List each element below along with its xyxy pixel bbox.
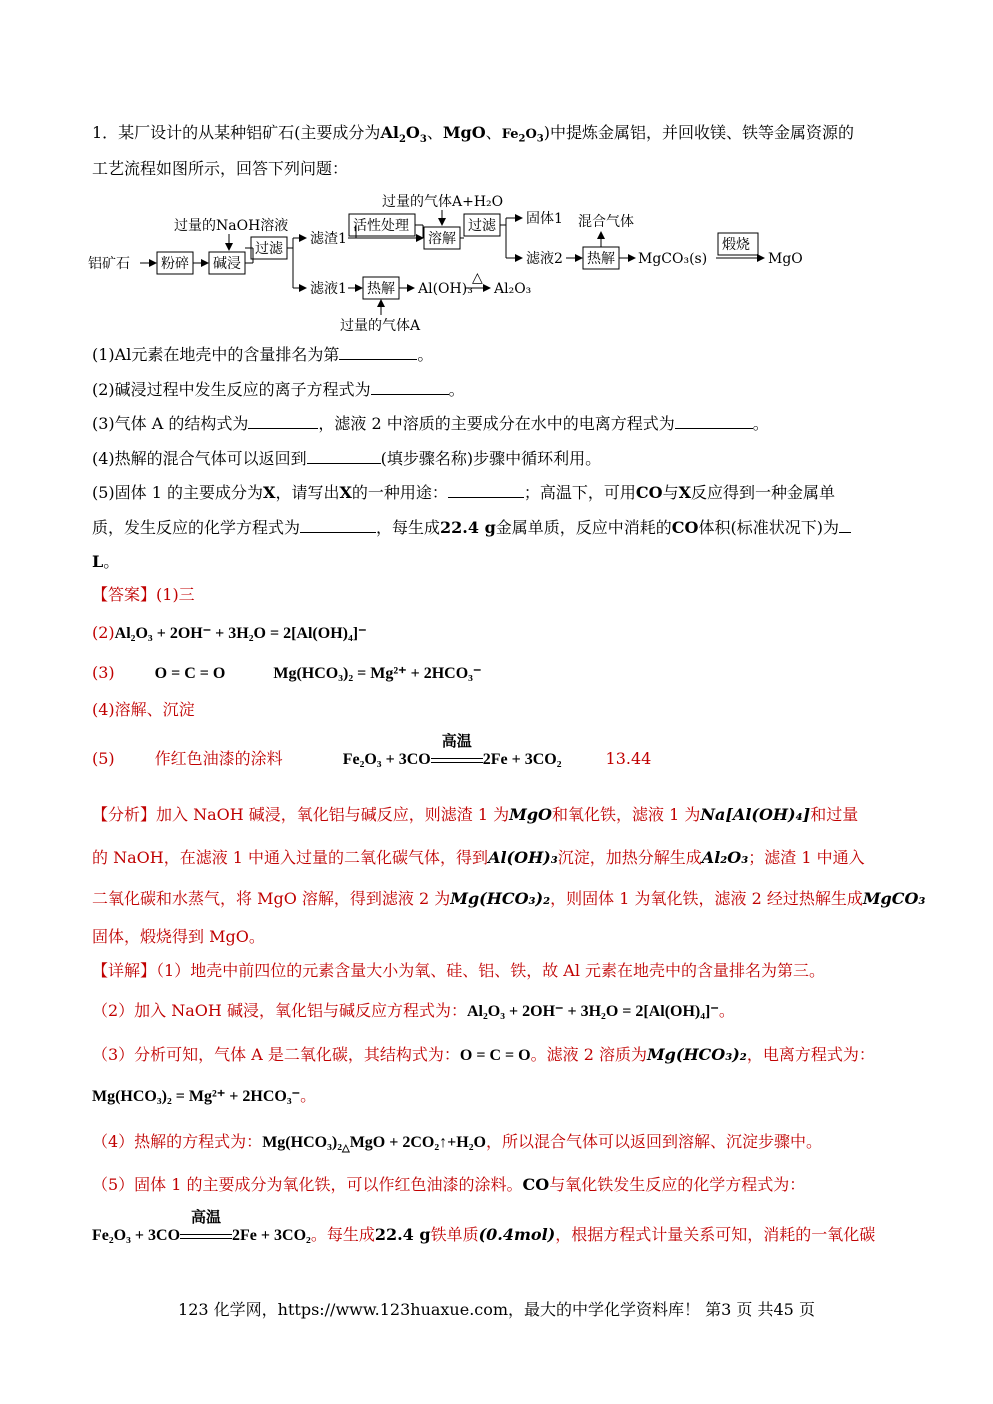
sep: 、: [485, 123, 502, 142]
question-intro-line1: [92, 120, 905, 148]
detail-line2: （2）加入 NaOH 碱浸，氧化铝与碱反应方程式为：Al₂O₃ + 2OH⁻ + 3H₂O = 2[Al(OH)₄]⁻。: [92, 1001, 735, 1020]
question-2: (2)碱浸过程中发生反应的离子方程式为 。: [92, 380, 465, 399]
flow-filter2: 过滤: [468, 218, 496, 234]
detail-line1: 【详解】（1）地壳中前四位的元素含量大小为氧、硅、铝、铁，故 Al 元素在地壳中的含量排名为第三。: [92, 961, 826, 980]
equation: O = C = O: [459, 1047, 531, 1064]
flow-calcine: 煅烧: [722, 237, 750, 253]
flow-ore: 铝矿石: [88, 256, 130, 272]
flow-mixed-gas: 混合气体: [578, 214, 634, 230]
flow-mgo: MgO: [768, 251, 803, 267]
flow-pyrolysis1: 热解: [587, 251, 615, 267]
formula-mgo: MgO: [442, 123, 486, 142]
question-5-line2: 质，发生反应的化学方程式为 ，每生成22.4 g金属单质，反应中消耗的CO体积(标准状况下)为: [92, 515, 905, 541]
answer-2: (2)Al₂O₃ + 2OH⁻ + 3H₂O = 2[Al(OH)₄]⁻: [92, 623, 367, 642]
equation: Mg(HCO₃)₂ = Mg²⁺ + 2HCO₃⁻: [273, 665, 482, 682]
question-4: (4)热解的混合气体可以返回到 (填步骤名称)步骤中循环利用。: [92, 449, 602, 468]
flow-gas-water: 过量的气体A+H₂O: [382, 194, 504, 210]
answer-4: (4)溶解、沉淀: [92, 700, 195, 719]
flow-leach: 碱浸: [213, 256, 241, 272]
question-3: (3)气体 A 的结构式为 ，滤液 2 中溶质的主要成分在水中的电离方程式为 。: [92, 414, 769, 433]
intro-text: 1．某厂设计的从某种铝矿石(主要成分为: [92, 123, 381, 142]
answer-blank: [300, 516, 376, 533]
equation: Mg(HCO₃)₂ = Mg²⁺ + 2HCO₃⁻: [92, 1088, 301, 1105]
formula-al2o3: $Al_2O_3$: [380, 123, 427, 146]
analysis-line4: 固体，煅烧得到 MgO。: [92, 927, 265, 946]
analysis-line3: 二氧化碳和水蒸气，将 MgO 溶解，得到滤液 2 为Mg(HCO₃)₂，则固体 1 为氧化铁，滤液 2 经过热解生成MgCO₃: [92, 889, 926, 908]
answer-blank: [307, 447, 381, 464]
answer-blank: [839, 516, 851, 533]
question-intro-line2: 工艺流程如图所示，回答下列问题：: [92, 159, 349, 178]
flow-filter1: 过滤: [255, 241, 283, 257]
process-flow-diagram: [88, 188, 808, 338]
detail-line3b: Mg(HCO₃)₂ = Mg²⁺ + 2HCO₃⁻。: [92, 1086, 317, 1105]
flow-activation: 活性处理: [353, 218, 409, 234]
flow-filtrate1: 滤液1: [310, 281, 347, 297]
formula-fe2o3: $Fe_2O_3$: [501, 127, 544, 145]
sep: 、: [426, 123, 443, 142]
answer-blank: [339, 343, 417, 360]
answer-3: (3) O = C = O Mg(HCO₃)₂ = Mg²⁺ + 2HCO₃⁻: [92, 663, 482, 682]
answer-blank: [448, 481, 524, 498]
page-footer: 123 化学网，https://www.123huaxue.com，最大的中学化学资料库！ 第3 页 共45 页: [178, 1300, 815, 1319]
detail-line5: （5）固体 1 的主要成分为氧化铁，可以作红色油漆的涂料。CO与氧化铁发生反应的化学方程式为：: [92, 1175, 806, 1194]
flow-dissolve: 溶解: [428, 231, 456, 247]
flow-aloh3: Al(OH)₃: [418, 281, 473, 297]
answer-1: 【答案】(1)三: [92, 585, 195, 604]
flow-delta: △: [472, 270, 483, 286]
answer-blank: [371, 378, 449, 395]
flow-mgco3: MgCO₃(s): [638, 251, 708, 267]
intro-text: )中提炼金属铝，并回收镁、铁等金属资源的: [543, 123, 854, 142]
flow-naoh: 过量的NaOH溶液: [174, 218, 289, 234]
flow-crush: 粉碎: [161, 256, 189, 272]
flow-residue1: 滤渣1: [310, 231, 347, 247]
analysis-line1: 【分析】加入 NaOH 碱浸，氧化铝与碱反应，则滤渣 1 为MgO和氧化铁，滤液 1 为Na[Al(OH)₄]和过量: [92, 805, 859, 824]
flow-solid1: 固体1: [526, 211, 563, 227]
equation: Fe₂O₃ + 3CO 高温 2Fe + 3CO₂: [342, 734, 562, 768]
flow-filtrate2: 滤液2: [526, 251, 563, 267]
answer-blank: [675, 412, 753, 429]
flow-pyrolysis2: 热解: [367, 281, 395, 297]
equation: Fe₂O₃ + 3CO 高温 2Fe + 3CO₂: [92, 1210, 311, 1244]
flow-al2o3: Al₂O₃: [494, 281, 532, 297]
question-1: (1)Al元素在地壳中的含量排名为第 。: [92, 345, 434, 364]
answer-5: (5) 作红色油漆的涂料 Fe₂O₃ + 3CO 高温 2Fe + 3CO₂ 13.44: [92, 734, 652, 768]
answer-label: 【答案】: [92, 585, 157, 604]
equation: O = C = O: [154, 665, 226, 682]
detail-line6: Fe₂O₃ + 3CO 高温 2Fe + 3CO₂。每生成22.4 g铁单质(0.4mol)，根据方程式计量关系可知，消耗的一氧化碳: [92, 1210, 876, 1244]
flow-gas-a: 过量的气体A: [340, 318, 421, 334]
analysis-line2: 的 NaOH，在滤液 1 中通入过量的二氧化碳气体，得到Al(OH)₃沉淀，加热分解生成Al₂O₃；滤渣 1 中通入: [92, 848, 865, 867]
question-5-line3: L。: [92, 552, 120, 571]
equation: Al₂O₃ + 2OH⁻ + 3H₂O = 2[Al(OH)₄]⁻: [466, 1003, 719, 1020]
question-5-line1: (5)固体 1 的主要成分为X，请写出X的一种用途： ；高温下，可用CO与X反应得到一种金属单: [92, 483, 836, 502]
detail-line3: （3）分析可知，气体 A 是二氧化碳，其结构式为：O = C = O。滤液 2 溶质为Mg(HCO₃)₂，电离方程式为：: [92, 1045, 875, 1064]
equation: $Mg(HCO_3)_2_\triangle MgO$ + 2CO₂↑+H₂O: [262, 1134, 486, 1154]
answer-blank: [248, 412, 318, 429]
detail-line4: （4）热解的方程式为：$Mg(HCO_3)_2_\triangle MgO$ + 2CO₂↑+H₂O，所以混合气体可以返回到溶解、沉淀步骤中。: [92, 1132, 822, 1154]
equation: Al₂O₃ + 2OH⁻ + 3H₂O = 2[Al(OH)₄]⁻: [114, 625, 367, 642]
